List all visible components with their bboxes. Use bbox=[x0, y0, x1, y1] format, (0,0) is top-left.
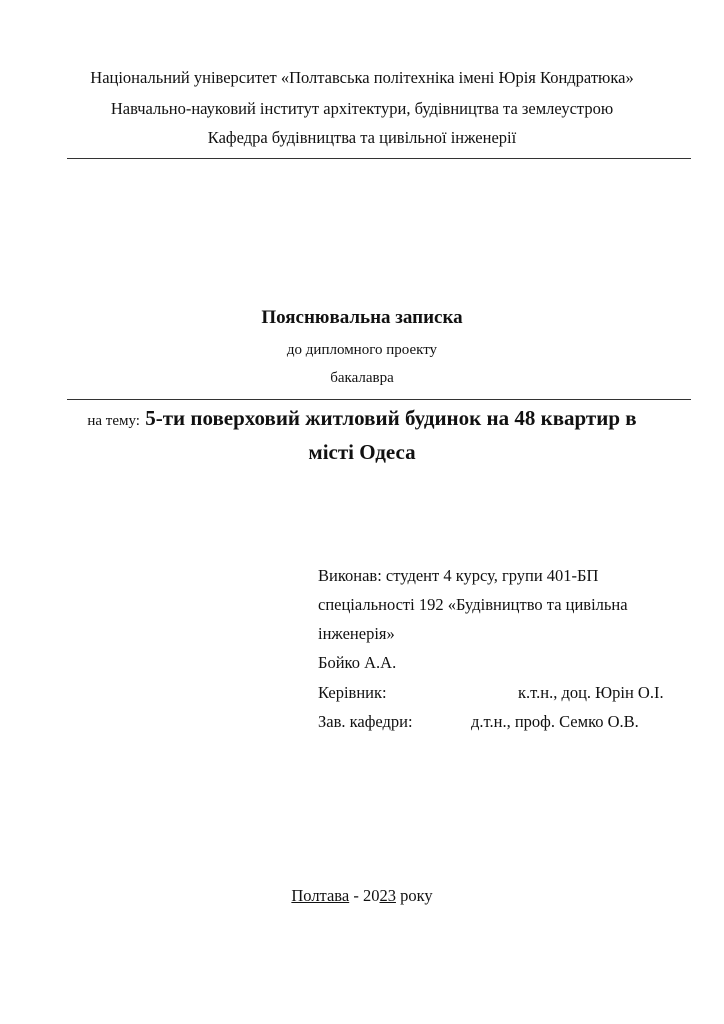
city: Полтава bbox=[291, 886, 350, 905]
university-name: Національний університет «Полтавська політехніка імені Юрія Кондратюка» bbox=[90, 68, 634, 87]
document-title: Пояснювальна записка bbox=[261, 307, 463, 328]
supervisor-label: Керівник: bbox=[318, 683, 387, 702]
author-info: Виконав: студент 4 курсу, групи 401-БП bbox=[318, 566, 599, 585]
topic-text-cont: місті Одеса bbox=[308, 440, 416, 464]
specialty-info-cont: інженерія» bbox=[318, 624, 395, 643]
year-word: року bbox=[395, 886, 433, 905]
topic-text: 5-ти поверховий житловий будинок на 48 квартир в bbox=[145, 406, 637, 430]
institute-name: Навчально-науковий інститут архітектури, будівництва та землеустрою bbox=[110, 99, 614, 118]
head-name: д.т.н., проф. Семко О.В. bbox=[471, 712, 639, 731]
topic-prefix: на тему: bbox=[87, 413, 140, 429]
head-label: Зав. кафедри: bbox=[318, 712, 413, 731]
author-name: Бойко А.А. bbox=[318, 653, 397, 672]
department-name: Кафедра будівництва та цивільної інженерії bbox=[207, 128, 517, 147]
year-prefix: - 20 bbox=[349, 886, 380, 905]
specialty-info: спеціальності 192 «Будівництво та цивільна bbox=[318, 595, 628, 614]
year-suffix: 23 bbox=[379, 886, 396, 905]
supervisor-name: к.т.н., доц. Юрін О.І. bbox=[518, 683, 664, 702]
footer-city-year bbox=[0, 886, 724, 906]
document-subtitle: до дипломного проекту bbox=[286, 342, 438, 358]
topic-line bbox=[0, 406, 724, 431]
title-divider bbox=[67, 399, 691, 400]
degree-label: бакалавра bbox=[330, 370, 394, 386]
header-divider bbox=[67, 158, 691, 159]
